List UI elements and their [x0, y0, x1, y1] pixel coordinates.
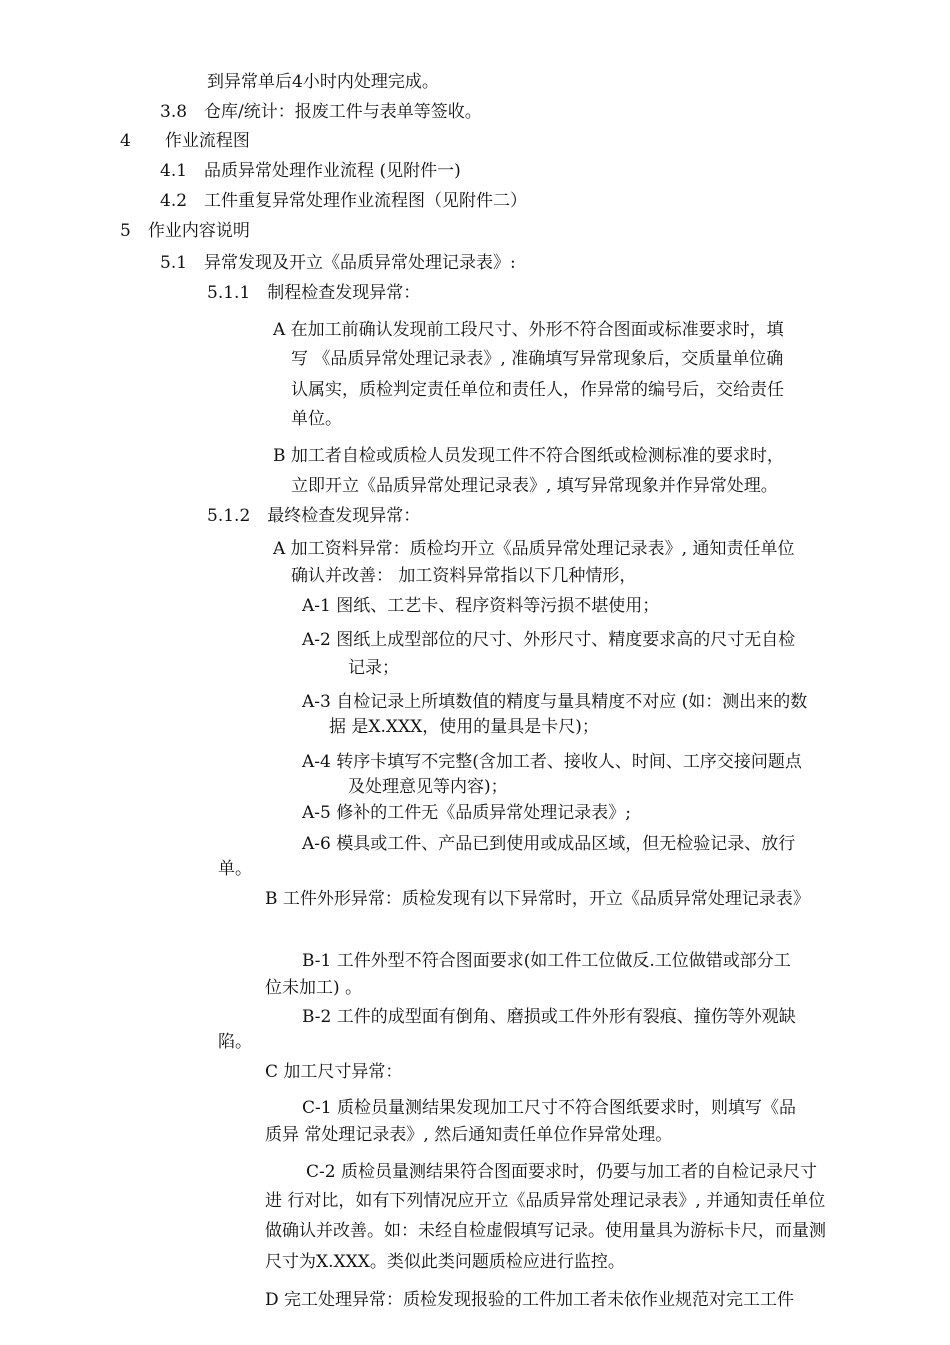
item-b-line-2: 立即开立《品质异常处理记录表》, 填写异常现象并作异常处理。: [291, 476, 778, 496]
item-c-2-line-2: 进 行对比，如有下列情况应开立《品质异常处理记录表》, 并通知责任单位: [265, 1191, 826, 1211]
item-b-2-line-2: 陷。: [218, 1032, 252, 1052]
item-c-2-line-4: 尺寸为X.XXX。类似此类问题质检应进行监控。: [265, 1252, 625, 1272]
item-a-line-1: A 在加工前确认发现前工段尺寸、外形不符合图面或标准要求时，填: [273, 320, 784, 340]
item-a-6-line-2: 单。: [218, 859, 252, 879]
section-5-1-1: 5.1.1 制程检查发现异常：: [207, 283, 421, 303]
item-a-line-2: 写 《品质异常处理记录表》, 准确填写异常现象后，交质量单位确: [291, 349, 784, 369]
item-a-5: A-5 修补的工件无《品质异常处理记录表》;: [302, 803, 631, 823]
item-c-1-line-2: 质异 常处理记录表》, 然后通知责任单位作异常处理。: [265, 1125, 673, 1145]
final-a-line-1: A 加工资料异常：质检均开立《品质异常处理记录表》, 通知责任单位: [273, 539, 795, 559]
item-a-1: A-1 图纸、工艺卡、程序资料等污损不堪使用；: [302, 596, 660, 616]
section-5-heading: 5 作业内容说明: [120, 221, 250, 241]
item-c-1-line-1: C-1 质检员量测结果发现加工尺寸不符合图纸要求时，则填写《品: [302, 1098, 796, 1118]
item-c-2-line-3: 做确认并改善。如：未经自检虚假填写记录。使用量具为游标卡尺，而量测: [265, 1221, 826, 1241]
item-a-line-3: 认属实，质检判定责任单位和责任人，作异常的编号后，交给责任: [291, 380, 784, 400]
section-4-2: 4.2 工件重复异常处理作业流程图（见附件二）: [160, 191, 528, 211]
final-c-heading: C 加工尺寸异常：: [265, 1062, 403, 1082]
item-a-2-line-1: A-2 图纸上成型部位的尺寸、外形尺寸、精度要求高的尺寸无自检: [302, 630, 796, 650]
item-b-2-line-1: B-2 工件的成型面有倒角、磨损或工件外形有裂痕、撞伤等外观缺: [302, 1007, 796, 1027]
item-c-2-line-1: C-2 质检员量测结果符合图面要求时，仍要与加工者的自检记录尺寸: [306, 1162, 817, 1182]
section-5-1: 5.1 异常发现及开立《品质异常处理记录表》:: [160, 253, 516, 273]
item-a-3-line-2: 据 是X.XXX，使用的量具是卡尺)；: [329, 717, 599, 737]
item-b-1-line-2: 位未加工) 。: [265, 978, 363, 998]
section-3-8: 3.8 仓库/统计：报废工件与表单等签收。: [160, 102, 482, 122]
section-4-heading: 4 作业流程图: [120, 131, 250, 151]
final-d-heading: D 完工处理异常：质检发现报验的工件加工者未依作业规范对完工工件: [265, 1290, 795, 1310]
item-a-4-line-2: 及处理意见等内容)；: [348, 777, 508, 797]
item-b-line-1: B 加工者自检或质检人员发现工件不符合图纸或检测标准的要求时，: [273, 446, 784, 466]
section-5-1-2: 5.1.2 最终检查发现异常：: [207, 506, 421, 526]
final-b-heading: B 工件外形异常：质检发现有以下异常时，开立《品质异常处理记录表》: [265, 889, 810, 909]
item-a-4-line-1: A-4 转序卡填写不完整(含加工者、接收人、时间、工序交接问题点: [302, 752, 802, 772]
item-a-3-line-1: A-3 自检记录上所填数值的精度与量具精度不对应 (如：测出来的数: [302, 692, 808, 712]
item-b-1-line-1: B-1 工件外型不符合图面要求(如工件工位做反.工位做错或部分工: [302, 951, 791, 971]
item-a-line-4: 单位。: [291, 409, 342, 429]
item-a-2-line-2: 记录；: [348, 658, 399, 678]
section-4-1: 4.1 品质异常处理作业流程 (见附件一): [160, 161, 461, 181]
text-line: 到异常单后4小时内处理完成。: [207, 72, 439, 92]
final-a-line-2: 确认并改善： 加工资料异常指以下几种情形，: [291, 566, 637, 586]
item-a-6-line-1: A-6 模具或工件、产品已到使用或成品区域，但无检验记录、放行: [302, 834, 796, 854]
